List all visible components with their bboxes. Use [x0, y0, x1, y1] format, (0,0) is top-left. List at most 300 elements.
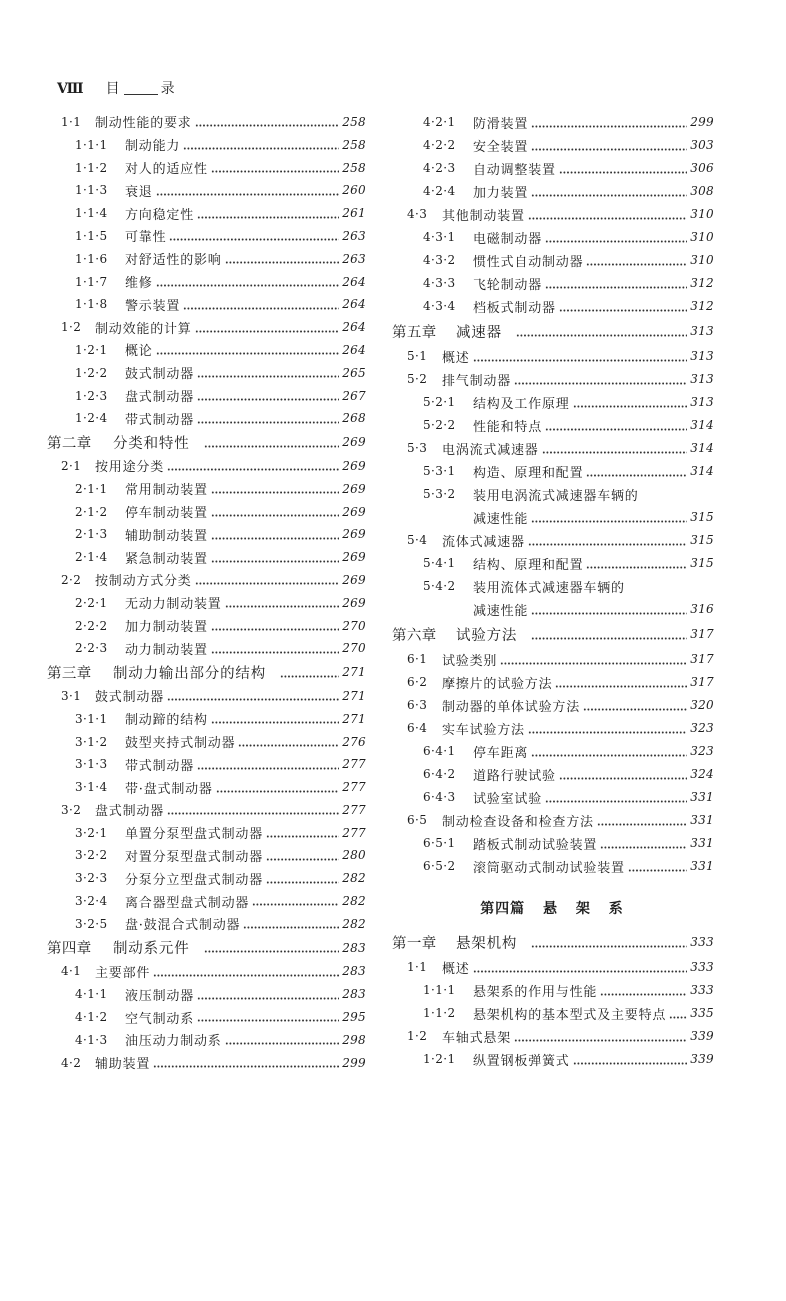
dot-leader — [204, 445, 340, 448]
page-number: 316 — [690, 602, 714, 616]
entry-number: 6·4·1 — [423, 744, 456, 758]
entry-title: 踏板式制动试验装置 — [473, 837, 598, 853]
dot-leader — [266, 858, 339, 861]
dot-leader — [583, 708, 687, 711]
page-number: 339 — [690, 1029, 714, 1043]
page-number: 282 — [342, 916, 366, 931]
entry-number: 3·1 — [61, 688, 82, 703]
page-number: 258 — [342, 114, 366, 129]
toc-entry-subsection — [390, 552, 714, 575]
entry-number: 5·3 — [407, 441, 428, 455]
entry-title: 可靠性 — [125, 230, 167, 246]
entry-number: 2·1·2 — [75, 504, 108, 519]
dot-leader — [545, 800, 687, 803]
page-number: 313 — [690, 324, 714, 338]
page-number: 276 — [342, 734, 366, 749]
page-number: 269 — [342, 550, 366, 565]
toc-entry-subsection — [45, 867, 366, 890]
entry-title: 带式制动器 — [125, 758, 195, 774]
dot-leader — [211, 721, 339, 724]
toc-entry-chapter — [45, 935, 366, 960]
entry-title: 结构、原理和配置 — [473, 557, 584, 573]
entry-title: 制动效能的计算 — [95, 321, 192, 337]
entry-number: 1·1·2 — [75, 160, 108, 175]
dot-leader — [545, 286, 687, 289]
entry-title: 主要部件 — [95, 965, 151, 981]
page-number: 258 — [342, 137, 366, 152]
page-number: 260 — [342, 183, 366, 198]
entry-title: 电涡流式减速器 — [442, 442, 539, 458]
entry-title: 液压制动器 — [125, 988, 195, 1004]
dot-leader — [211, 514, 339, 517]
entry-number: 5·3·2 — [423, 487, 456, 501]
dot-leader — [167, 468, 339, 471]
dot-leader — [597, 823, 687, 826]
entry-title: 对置分泵型盘式制动器 — [125, 849, 264, 865]
toc-entry-subsection — [45, 912, 366, 935]
dot-leader — [545, 428, 687, 431]
page-number: 313 — [690, 372, 714, 386]
toc-entry-section — [390, 529, 714, 552]
entry-number: 1·1·6 — [75, 251, 108, 266]
toc-entry-subsection — [45, 591, 366, 614]
toc-entry-subsection — [390, 111, 714, 134]
entry-title: 概述 — [442, 961, 470, 977]
page-number: 314 — [690, 464, 714, 478]
toc-entry-subsection — [390, 414, 714, 437]
page-number: 313 — [690, 349, 714, 363]
page-number: 270 — [342, 618, 366, 633]
page-number: 295 — [342, 1010, 366, 1025]
toc-entry-section — [45, 799, 366, 822]
page-number: 264 — [342, 342, 366, 357]
entry-title: 滚筒驱动式制动试验装置 — [473, 860, 625, 876]
entry-number: 5·3·1 — [423, 464, 456, 478]
toc-entry-subsection — [45, 156, 366, 179]
entry-number: 2·1·3 — [75, 527, 108, 542]
toc-entry-subsection — [390, 272, 714, 295]
dot-leader — [280, 675, 339, 678]
entry-number: 3·1·4 — [75, 780, 108, 795]
entry-number: 2·2·2 — [75, 618, 108, 633]
page-number: 333 — [690, 983, 714, 997]
entry-number: 3·1·3 — [75, 757, 108, 772]
toc-entry-section — [390, 717, 714, 740]
entry-title: 摩擦片的试验方法 — [442, 676, 553, 692]
page-number: 306 — [690, 161, 714, 175]
entry-title: 自动调整装置 — [473, 162, 556, 178]
dot-leader — [153, 974, 339, 977]
page-number: 323 — [690, 721, 714, 735]
entry-number: 6·5·1 — [423, 836, 456, 850]
dot-leader — [197, 398, 339, 401]
toc-entry-subsection — [45, 707, 366, 730]
toc-entry-section — [390, 648, 714, 671]
entry-title: 减速性能 — [473, 511, 529, 527]
toc-entry-subsection — [390, 1002, 714, 1025]
entry-number: 4·1 — [61, 964, 82, 979]
entry-title: 试验方法 — [456, 627, 518, 644]
entry-number: 6·4 — [407, 721, 428, 735]
entry-title: 惯性式自动制动器 — [473, 254, 584, 270]
page-number: 267 — [342, 388, 366, 403]
entry-title: 停车距离 — [473, 745, 529, 761]
entry-title: 分类和特性 — [113, 435, 190, 452]
page-number: 312 — [690, 299, 714, 313]
page-number: 303 — [690, 138, 714, 152]
page-number: 263 — [342, 251, 366, 266]
entry-number: 4·2 — [61, 1055, 82, 1070]
entry-number: 3·2 — [61, 802, 82, 817]
page-number: 314 — [690, 418, 714, 432]
page-number: 264 — [342, 274, 366, 289]
dot-leader — [559, 309, 687, 312]
dot-leader — [528, 217, 687, 220]
dot-leader — [211, 628, 339, 631]
dot-leader — [204, 950, 340, 953]
toc-entry-subsection — [45, 225, 366, 248]
dot-leader — [514, 382, 687, 385]
toc-entry-subsection — [390, 391, 714, 414]
page-number: 320 — [690, 698, 714, 712]
entry-number: 4·2·2 — [423, 138, 456, 152]
entry-number: 5·4·2 — [423, 579, 456, 593]
page-number: 277 — [342, 757, 366, 772]
page-number: 317 — [690, 627, 714, 641]
page-number: 269 — [342, 572, 366, 587]
entry-title: 单置分泵型盘式制动器 — [125, 827, 264, 843]
page-number: 312 — [690, 276, 714, 290]
entry-title: 常用制动装置 — [125, 483, 208, 499]
dot-leader — [167, 698, 339, 701]
page-number: 331 — [690, 790, 714, 804]
entry-number: 第一章 — [392, 935, 437, 952]
dot-leader — [473, 970, 688, 973]
entry-title: 实车试验方法 — [442, 722, 525, 738]
page-number: 317 — [690, 652, 714, 666]
page-number: 271 — [342, 665, 366, 680]
dot-leader — [216, 790, 339, 793]
page-number: 271 — [342, 688, 366, 703]
dot-leader — [528, 543, 687, 546]
page-number: 282 — [342, 894, 366, 909]
page-number: 261 — [342, 206, 366, 221]
page-number: 331 — [690, 836, 714, 850]
toc-entry-subsection — [45, 546, 366, 569]
toc-entry-section — [390, 368, 714, 391]
entry-number: 5·2 — [407, 372, 428, 386]
page-number: 331 — [690, 813, 714, 827]
entry-title: 盘式制动器 — [125, 390, 195, 406]
page-number: 280 — [342, 848, 366, 863]
entry-number: 4·3·2 — [423, 253, 456, 267]
toc-entry-section — [390, 809, 714, 832]
entry-title: 概论 — [125, 344, 153, 360]
dot-leader — [211, 537, 339, 540]
entry-title: 分泵分立型盘式制动器 — [125, 872, 264, 888]
toc-entry-section — [45, 1051, 366, 1074]
entry-number: 1·2 — [407, 1029, 428, 1043]
entry-title: 停车制动装置 — [125, 506, 208, 522]
dot-leader — [225, 1042, 340, 1045]
entry-number: 5·2·2 — [423, 418, 456, 432]
page-numeral: Ⅷ — [57, 81, 84, 97]
entry-number: 第二章 — [47, 435, 92, 452]
toc-entry-subsection — [390, 157, 714, 180]
entry-number: 4·3·1 — [423, 230, 456, 244]
entry-number: 6·3 — [407, 698, 428, 712]
toc-entry-subsection — [45, 500, 366, 523]
toc-entry-section — [390, 345, 714, 368]
entry-number: 1·1·4 — [75, 206, 108, 221]
dot-leader — [531, 754, 687, 757]
dot-leader — [169, 238, 339, 241]
entry-title: 动力制动装置 — [125, 642, 208, 658]
entry-title: 无动力制动装置 — [125, 597, 222, 613]
entry-title: 辅助装置 — [95, 1057, 151, 1073]
page-number: 264 — [342, 297, 366, 312]
entry-number: 6·1 — [407, 652, 428, 666]
dot-leader — [183, 307, 339, 310]
page-number: 339 — [690, 1052, 714, 1066]
dot-leader — [156, 193, 340, 196]
dot-leader — [531, 612, 687, 615]
dot-leader — [586, 566, 687, 569]
entry-title: 悬架机构 — [456, 935, 518, 952]
entry-title: 其他制动装置 — [442, 208, 525, 224]
entry-number: 4·1·3 — [75, 1032, 108, 1047]
entry-title: 按制动方式分类 — [95, 574, 192, 590]
page-number: 299 — [342, 1055, 366, 1070]
toc-entry-section — [390, 1025, 714, 1048]
toc-entry-subsection — [390, 180, 714, 203]
page-number: 270 — [342, 641, 366, 656]
toc-entry-section — [390, 694, 714, 717]
toc-entry-subsection — [45, 730, 366, 753]
toc-entry-section — [45, 569, 366, 592]
entry-title: 盘·鼓混合式制动器 — [125, 918, 241, 934]
entry-number: 3·1·1 — [75, 711, 108, 726]
dot-leader — [528, 731, 687, 734]
dot-leader — [211, 170, 339, 173]
entry-number: 3·1·2 — [75, 734, 108, 749]
toc-entry-chapter — [45, 430, 366, 455]
entry-title: 油压动力制动系 — [125, 1034, 222, 1050]
running-header — [57, 78, 175, 98]
entry-title: 制动能力 — [125, 139, 181, 155]
entry-number: 1·1·8 — [75, 297, 108, 312]
page-number: 315 — [690, 533, 714, 547]
page-number: 314 — [690, 441, 714, 455]
toc-entry-subsection — [390, 295, 714, 318]
page-number: 283 — [342, 987, 366, 1002]
dot-leader — [628, 869, 687, 872]
entry-number: 4·3·4 — [423, 299, 456, 313]
toc-entry-subsection — [45, 753, 366, 776]
dot-leader — [531, 945, 687, 948]
entry-number: 1·1·3 — [75, 183, 108, 198]
entry-number: 5·4·1 — [423, 556, 456, 570]
toc-entry-subsection — [45, 407, 366, 430]
toc-left-column — [45, 111, 366, 1074]
page-number: 313 — [690, 395, 714, 409]
entry-title: 流体式减速器 — [442, 534, 525, 550]
dot-leader — [156, 352, 340, 355]
page-number: 308 — [690, 184, 714, 198]
entry-number: 3·2·5 — [75, 916, 108, 931]
entry-number: 1·1·7 — [75, 274, 108, 289]
page-number: 323 — [690, 744, 714, 758]
entry-number: 3·2·1 — [75, 825, 108, 840]
dot-leader — [197, 375, 339, 378]
toc-entry-subsection — [45, 844, 366, 867]
toc-entry-subsection — [390, 855, 714, 878]
entry-number: 1·1·1 — [75, 137, 108, 152]
page-number: 335 — [690, 1006, 714, 1020]
entry-number: 6·2 — [407, 675, 428, 689]
page-number: 310 — [690, 253, 714, 267]
toc-entry-section — [390, 203, 714, 226]
dot-leader — [531, 125, 687, 128]
dot-leader — [195, 330, 340, 333]
entry-number: 4·2·1 — [423, 115, 456, 129]
dot-leader — [559, 777, 687, 780]
page-number: 277 — [342, 802, 366, 817]
toc-entry-subsection — [45, 361, 366, 384]
dot-leader — [156, 284, 340, 287]
entry-number: 第五章 — [392, 324, 437, 341]
entry-title: 减速器 — [456, 324, 502, 341]
dot-leader — [197, 216, 339, 219]
dot-leader — [238, 744, 339, 747]
toc-entry-subsection — [390, 134, 714, 157]
page-number: 324 — [690, 767, 714, 781]
entry-number: 1·1·1 — [423, 983, 456, 997]
dot-leader — [500, 662, 687, 665]
dot-leader — [531, 194, 687, 197]
dot-leader — [266, 835, 339, 838]
toc-entry-section — [45, 111, 366, 134]
page-number: 331 — [690, 859, 714, 873]
toc-entry-subsection — [45, 983, 366, 1006]
entry-number: 4·3·3 — [423, 276, 456, 290]
entry-title: 电磁制动器 — [473, 231, 543, 247]
entry-number: 2·1·4 — [75, 550, 108, 565]
toc-entry-subsection — [45, 133, 366, 156]
dot-leader — [243, 926, 339, 929]
dot-leader — [559, 171, 687, 174]
page-number: 283 — [342, 964, 366, 979]
entry-title: 空气制动系 — [125, 1011, 195, 1027]
entry-title: 制动器的单体试验方法 — [442, 699, 581, 715]
entry-number: 1·2 — [61, 320, 82, 335]
toc-entry-section — [45, 685, 366, 708]
entry-title: 减速性能 — [473, 603, 529, 619]
dot-leader — [197, 421, 339, 424]
toc-entry-subsection — [45, 821, 366, 844]
dot-leader — [473, 359, 688, 362]
part-heading — [390, 888, 714, 929]
dot-leader — [555, 685, 687, 688]
toc-entry-subsection — [45, 523, 366, 546]
entry-number: 1·2·3 — [75, 388, 108, 403]
toc-entry-section — [45, 960, 366, 983]
entry-number: 1·1 — [407, 960, 428, 974]
toc-entry-subsection — [390, 249, 714, 272]
toc-entry-subsection — [45, 1028, 366, 1051]
toc-entry-section — [390, 671, 714, 694]
entry-title: 按用途分类 — [95, 460, 165, 476]
entry-title: 构造、原理和配置 — [473, 465, 584, 481]
entry-number: 4·2·4 — [423, 184, 456, 198]
page-number: 333 — [690, 935, 714, 949]
entry-title: 结构及工作原理 — [473, 396, 570, 412]
entry-number: 4·1·1 — [75, 987, 108, 1002]
entry-title: 鼓式制动器 — [125, 367, 195, 383]
dot-leader — [586, 263, 687, 266]
page-number: 277 — [342, 780, 366, 795]
entry-number: 6·5·2 — [423, 859, 456, 873]
toc-entry-chapter — [390, 318, 714, 345]
entry-number: 1·2·4 — [75, 411, 108, 426]
dot-leader — [531, 637, 687, 640]
page-number: 310 — [690, 207, 714, 221]
toc-entry-continuation — [390, 598, 714, 621]
page-number: 277 — [342, 825, 366, 840]
entry-title: 鼓式制动器 — [95, 690, 165, 706]
entry-title: 悬架机构的基本型式及主要特点 — [473, 1007, 667, 1023]
entry-title: 装用流体式减速器车辆的 — [473, 580, 625, 596]
dot-leader — [573, 1062, 688, 1065]
header-rule — [124, 94, 158, 95]
entry-title: 纵置钢板弹簧式 — [473, 1053, 570, 1069]
dot-leader — [167, 812, 339, 815]
page-number: 264 — [342, 320, 366, 335]
entry-number: 1·2·2 — [75, 365, 108, 380]
entry-number: 2·2·3 — [75, 641, 108, 656]
entry-title: 带·盘式制动器 — [125, 781, 213, 797]
entry-title: 加力制动装置 — [125, 620, 208, 636]
entry-number: 3·2·3 — [75, 871, 108, 886]
entry-title: 警示装置 — [125, 298, 181, 314]
entry-title: 制动检查设备和检查方法 — [442, 814, 594, 830]
entry-title: 制动系元件 — [113, 941, 190, 958]
entry-title: 对人的适应性 — [125, 162, 208, 178]
toc-entry-subsection — [45, 339, 366, 362]
dot-leader — [516, 334, 687, 337]
page-number: 298 — [342, 1032, 366, 1047]
entry-number: 5·2·1 — [423, 395, 456, 409]
toc-entry-subsection — [45, 270, 366, 293]
entry-title: 车轴式悬架 — [442, 1030, 512, 1046]
entry-number: 第四章 — [47, 941, 92, 958]
entry-title: 装用电涡流式减速器车辆的 — [473, 488, 639, 504]
page-number: 269 — [342, 527, 366, 542]
page-number: 310 — [690, 230, 714, 244]
toc-entry-subsection — [45, 1006, 366, 1029]
entry-title: 试验类别 — [442, 653, 498, 669]
entry-title: 对舒适性的影响 — [125, 253, 222, 269]
toc-entry-subsection — [45, 776, 366, 799]
page-number: 333 — [690, 960, 714, 974]
entry-number: 2·2 — [61, 572, 82, 587]
toc-entry-subsection — [390, 786, 714, 809]
entry-number: 4·1·2 — [75, 1010, 108, 1025]
entry-title: 飞轮制动器 — [473, 277, 543, 293]
toc-entry-subsection — [390, 979, 714, 1002]
entry-number: 1·1 — [61, 114, 82, 129]
toc-entry-section — [390, 956, 714, 979]
